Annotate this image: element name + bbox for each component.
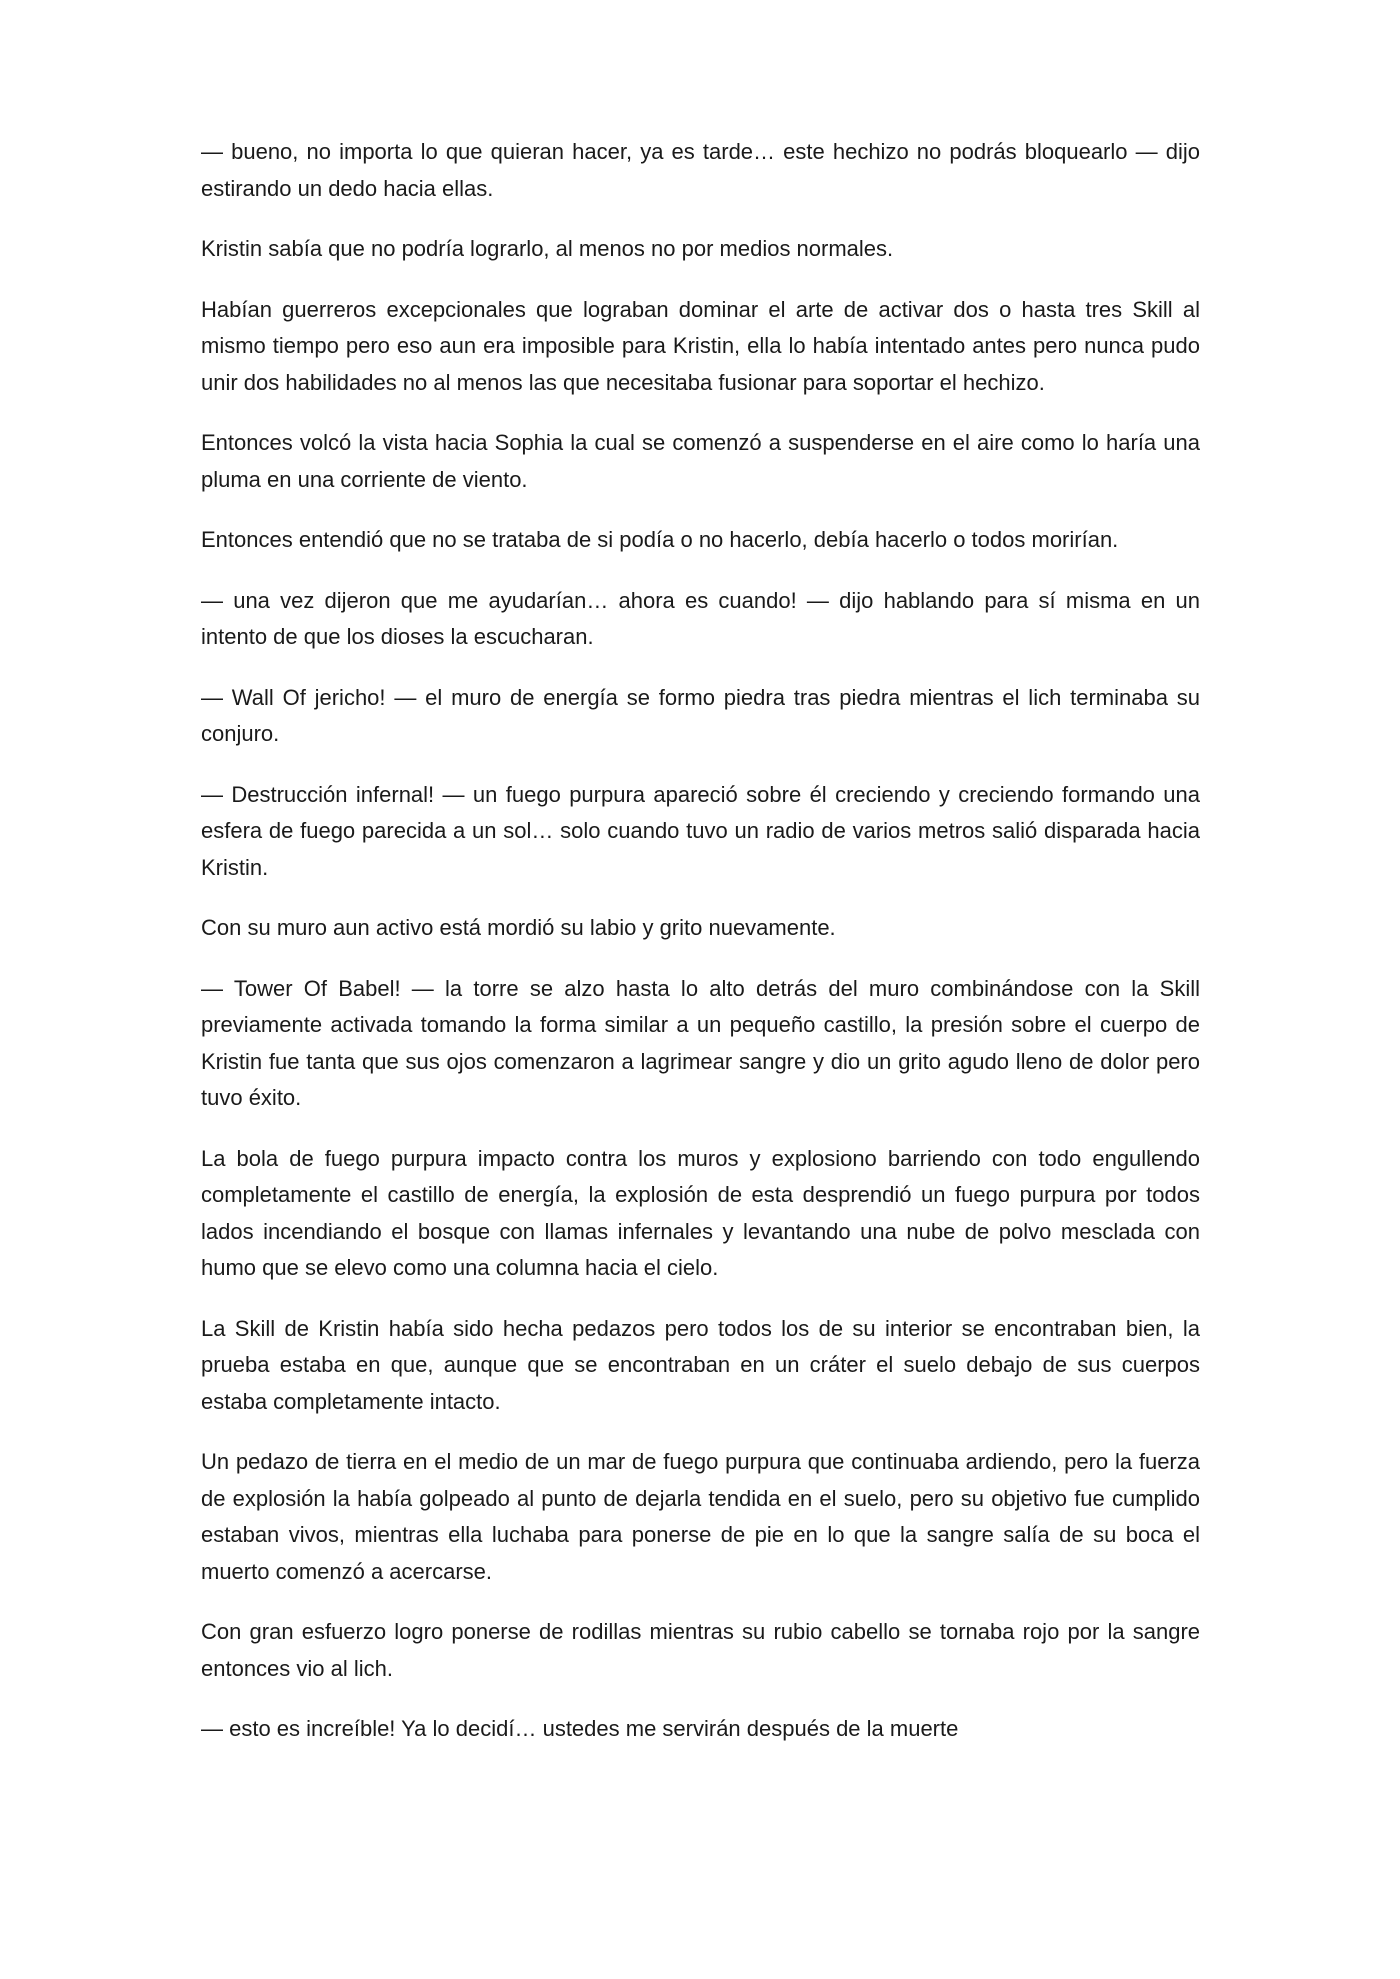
- paragraph: Entonces entendió que no se trataba de si podía o no hacerlo, debía hacerlo o todos morirían.: [201, 527, 1119, 552]
- paragraph: — bueno, no importa lo que quieran hacer, ya es tarde… este hechizo no podrás bloquearlo — dijo estirando un dedo hacia ellas.: [201, 139, 1200, 201]
- paragraph: La bola de fuego purpura impacto contra los muros y explosiono barriendo con todo engullendo completamente el castillo de energía, la explosión de esta desprendió un fuego purpura por todos lados incendiando el bosque con llamas infernales y levantando una nube de polvo mesclada con humo que se elevo como una columna hacia el cielo.: [201, 1145, 1200, 1280]
- paragraph: — Wall Of jericho! — el muro de energía se formo piedra tras piedra mientras el lich terminaba su conjuro.: [201, 684, 1200, 746]
- paragraph: Con gran esfuerzo logro ponerse de rodillas mientras su rubio cabello se tornaba rojo por la sangre entonces vio al lich.: [201, 1619, 1200, 1681]
- paragraph: Habían guerreros excepcionales que lograban dominar el arte de activar dos o hasta tres Skill al mismo tiempo pero eso aun era imposible para Kristin, ella lo había intentado antes pero nunca pudo unir dos habilidades no al menos las que necesitaba fusionar para soportar el hechizo.: [201, 296, 1200, 395]
- paragraph: — esto es increíble! Ya lo decidí… ustedes me servirán después de la muerte: [201, 1716, 959, 1741]
- paragraph: La Skill de Kristin había sido hecha pedazos pero todos los de su interior se encontraban bien, la prueba estaba en que, aunque que se encontraban en un cráter el suelo debajo de sus cuerpos estaba completamente intacto.: [201, 1315, 1200, 1414]
- paragraph: Un pedazo de tierra en el medio de un mar de fuego purpura que continuaba ardiendo, pero la fuerza de explosión la había golpeado al punto de dejarla tendida en el suelo, pero su objetivo fue cumplido estaban vivos, mientras ella luchaba para ponerse de pie en lo que la sangre salía de su boca el muerto comenzó a acercarse.: [201, 1449, 1200, 1584]
- paragraph: — Destrucción infernal! — un fuego purpura apareció sobre él creciendo y creciendo formando una esfera de fuego parecida a un sol… solo cuando tuvo un radio de varios metros salió disparada hacia Kristin.: [201, 781, 1200, 880]
- paragraph: — Tower Of Babel! — la torre se alzo hasta lo alto detrás del muro combinándose con la Skill previamente activada tomando la forma similar a un pequeño castillo, la presión sobre el cuerpo de Kristin fue tanta que sus ojos comenzaron a lagrimear sangre y dio un grito agudo lleno de dolor pero tuvo éxito.: [201, 975, 1200, 1110]
- paragraph: Kristin sabía que no podría lograrlo, al menos no por medios normales.: [201, 236, 894, 261]
- page-body-text: [201, 134, 1200, 1772]
- paragraph: — una vez dijeron que me ayudarían… ahora es cuando! — dijo hablando para sí misma en un intento de que los dioses la escucharan.: [201, 587, 1200, 649]
- paragraph: Con su muro aun activo está mordió su labio y grito nuevamente.: [201, 915, 836, 940]
- paragraph: Entonces volcó la vista hacia Sophia la cual se comenzó a suspenderse en el aire como lo haría una pluma en una corriente de viento.: [201, 430, 1200, 492]
